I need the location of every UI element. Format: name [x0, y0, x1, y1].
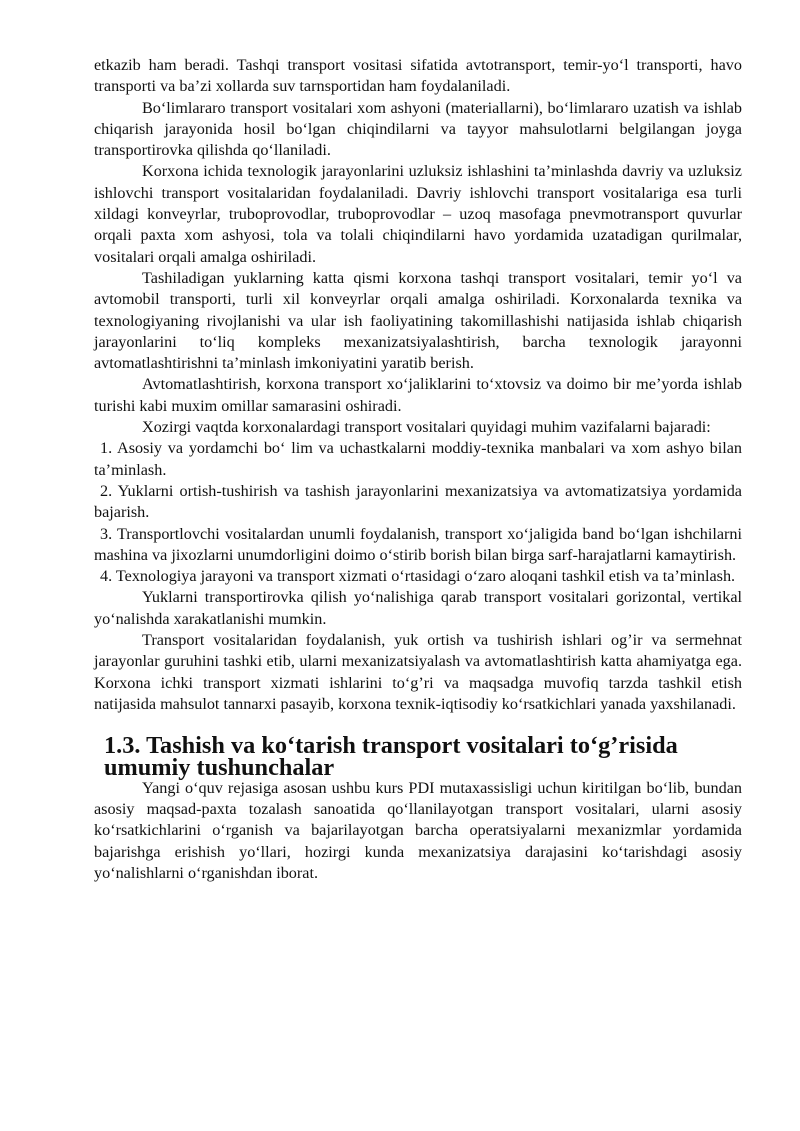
- paragraph: Tashiladigan yuklarning katta qismi korxona tashqi transport vositalari, temir yo‘l va avtomobil transporti, turli xil konveyrlar orqali amalga oshiriladi. Korxonalarda texnika va texnologiyaning rivojlanishi va ular ish faoliyatining takomillashishi natijasida ishlab chiqarish jarayonlarini to‘liq kompleks mexanizatsiyalashtirish, barcha texnologik jarayonni avtomatlashtirishni ta’minlash imkoniyatini yaratib berish.: [94, 268, 742, 373]
- paragraph: Xozirgi vaqtda korxonalardagi transport vositalari quyidagi muhim vazifalarni bajaradi:: [142, 418, 711, 437]
- paragraph: Korxona ichida texnologik jarayonlarini uzluksiz ishlashini ta’minlashda davriy va uzluksiz ishlovchi transport vositalaridan foydalaniladi. Davriy ishlovchi transport vositalariga esa turli xildagi konveyrlar, truboprovodlar, truboprovodlar – uzoq masofaga pnevmotransport quvurlar orqali paxta xom ashyosi, tola va tolali chiqindilarni havo yordamida uzatadigan qurilmalar, vositalari orqali amalga oshiriladi.: [94, 162, 742, 266]
- list-item: 1. Asosiy va yordamchi bo‘ lim va uchastkalarni moddiy-texnika manbalari va xom ashyo bilan ta’minlash.: [94, 439, 742, 479]
- paragraph: Bo‘limlararo transport vositalari xom ashyoni (materiallarni), bo‘limlararo uzatish va ishlab chiqarish jarayonida hosil bo‘lgan chiqindilarni va tayyor mahsulotlarni belgilangan joyga transportirovka qilishda qo‘llaniladi.: [94, 98, 742, 160]
- list-item: 4. Texnologiya jarayoni va transport xizmati o‘rtasidagi o‘zaro aloqani tashkil etish va ta’minlash.: [100, 567, 736, 586]
- paragraph: etkazib ham beradi. Tashqi transport vositasi sifatida avtotransport, temir-yo‘l transporti, havo transporti va ba’zi xollarda suv tarnsportidan ham foydalaniladi.: [94, 56, 742, 96]
- paragraph: Yuklarni transportirovka qilish yo‘nalishiga qarab transport vositalari gorizontal, vertikal yo‘nalishda xarakatlanishi mumkin.: [94, 588, 742, 628]
- paragraph: Avtomatlashtirish, korxona transport xo‘jaliklarini to‘xtovsiz va doimo bir me’yorda ishlab turishi kabi muxim omillar samarasini oshiradi.: [94, 375, 742, 415]
- list-item: 2. Yuklarni ortish-tushirish va tashish jarayonlarini mexanizatsiya va avtomatizatsiya yordamida bajarish.: [94, 481, 742, 522]
- paragraph: Transport vositalaridan foydalanish, yuk ortish va tushirish ishlari og’ir va sermehnat jarayonlar guruhini tashki etib, ularni mexanizatsiyalash va avtomatlashtirish katta ahamiyatga ega. Korxona ichki transport xizmati ishlarini to‘g’ri va maqsadga muvofiq tarzda tashkil etish natijasida mahsulot tannarxi pasayib, korxona texnik-iqtisodiy ko‘rsatkichlari yanada yaxshilanadi.: [94, 631, 742, 713]
- section-heading: 1.3. Tashish va ko‘tarish transport vositalari to‘g’risida umumiy tushunchalar: [104, 732, 678, 781]
- document-page: [94, 55, 742, 884]
- paragraph: Yangi o‘quv rejasiga asosan ushbu kurs PDI mutaxassisligi uchun kiritilgan bo‘lib, bundan asosiy maqsad-paxta tozalash sanoatida qo‘llanilayotgan transport vositalari, ularni asosiy ko‘rsatkichlarini o‘rganish va bajarilayotgan barcha operatsiyalarni mexanizmlar yordamida bajarishga erishish yo‘llari, hozirgi kunda mexanizatsiya darajasini ko‘tarishdagi asosiy yo‘nalishlarni o‘rganishdan iborat.: [94, 778, 742, 882]
- list-item: 3. Transportlovchi vositalardan unumli foydalanish, transport xo‘jaligida band bo‘lgan ishchilarni mashina va jixozlarni unumdorligini doimo o‘stirib borish bilan birga sarf-harajatlarni kamaytirish.: [94, 524, 742, 564]
